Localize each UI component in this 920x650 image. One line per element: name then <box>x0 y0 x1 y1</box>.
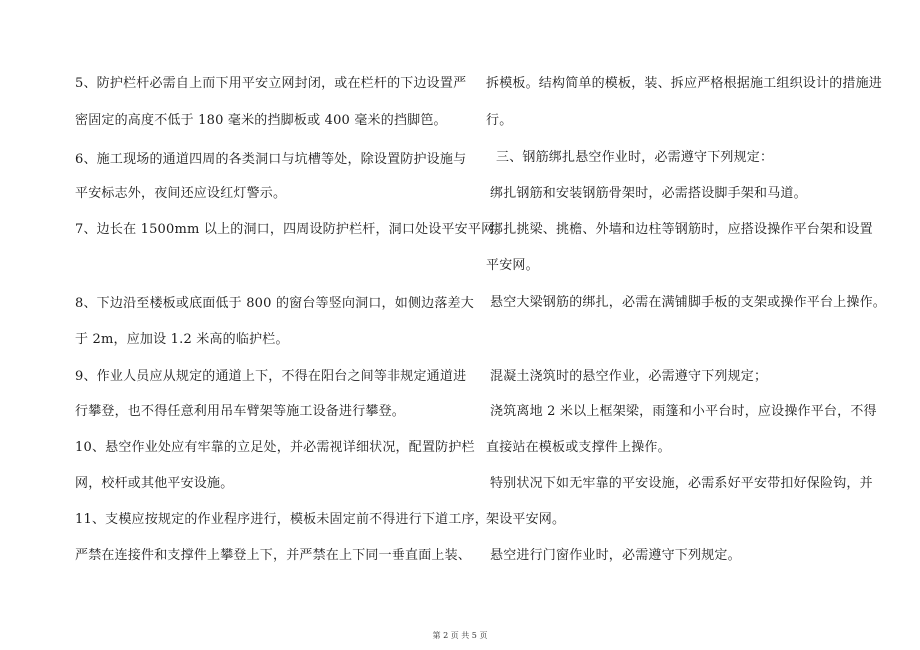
text-line: 悬空进行门窗作业时，必需遵守下列规定。 <box>490 548 741 563</box>
text-line: 7、边长在 1500mm 以上的洞口，四周设防护栏杆，洞口处设平安平网。 <box>75 222 508 237</box>
text-line: 11、支模应按规定的作业程序进行，模板未固定前不得进行下道工序， <box>75 512 488 527</box>
text-line: 行攀登，也不得任意利用吊车臂架等施工设备进行攀登。 <box>75 404 406 419</box>
text-line: 拆模板。结构简单的模板，装、拆应严格根据施工组织设计的措施进 <box>486 76 883 91</box>
text-line: 8、下边沿至楼板或底面低于 800 的窗台等竖向洞口，如侧边落差大 <box>75 296 474 311</box>
text-line: 严禁在连接件和支撑件上攀登上下，并严禁在上下同一垂直面上装、 <box>75 548 472 563</box>
text-line: 特别状况下如无牢靠的平安设施，必需系好平安带扣好保险钩，并 <box>490 476 873 491</box>
text-line: 绑扎挑梁、挑檐、外墙和边柱等钢筋时，应搭设操作平台架和设置 <box>490 222 873 237</box>
page-number-footer: 第 2 页 共 5 页 <box>432 631 488 640</box>
text-line: 于 2m，应加设 1.2 米高的临护栏。 <box>75 332 289 347</box>
text-line: 5、防护栏杆必需自上而下用平安立网封闭，或在栏杆的下边设置严 <box>75 76 467 91</box>
text-line: 10、悬空作业处应有牢靠的立足处，并必需视详细状况，配置防护栏 <box>75 440 475 455</box>
text-line: 密固定的高度不低于 180 毫米的挡脚板或 400 毫米的挡脚笆。 <box>75 113 447 128</box>
text-line: 6、施工现场的通道四周的各类洞口与坑槽等处，除设置防护设施与 <box>75 152 467 167</box>
text-line: 悬空大梁钢筋的绑扎，必需在满铺脚手板的支架或操作平台上操作。 <box>490 295 887 310</box>
text-line: 三、钢筋绑扎悬空作业时，必需遵守下列规定： <box>496 150 774 165</box>
text-line: 架设平安网。 <box>486 512 566 527</box>
text-line: 直接站在模板或支撑件上操作。 <box>486 440 671 455</box>
text-line: 9、作业人员应从规定的通道上下，不得在阳台之间等非规定通道进 <box>75 369 467 384</box>
text-line: 绑扎钢筋和安装钢筋骨架时，必需搭设脚手架和马道。 <box>490 186 807 201</box>
text-line: 混凝土浇筑时的悬空作业，必需遵守下列规定； <box>490 369 768 384</box>
text-line: 网，校杆或其他平安设施。 <box>75 476 234 491</box>
text-line: 平安标志外，夜间还应设红灯警示。 <box>75 186 287 201</box>
text-line: 行。 <box>486 113 513 128</box>
text-line: 平安网。 <box>486 258 539 273</box>
text-line: 浇筑离地 2 米以上框架梁，雨篷和小平台时，应设操作平台，不得 <box>490 404 877 419</box>
